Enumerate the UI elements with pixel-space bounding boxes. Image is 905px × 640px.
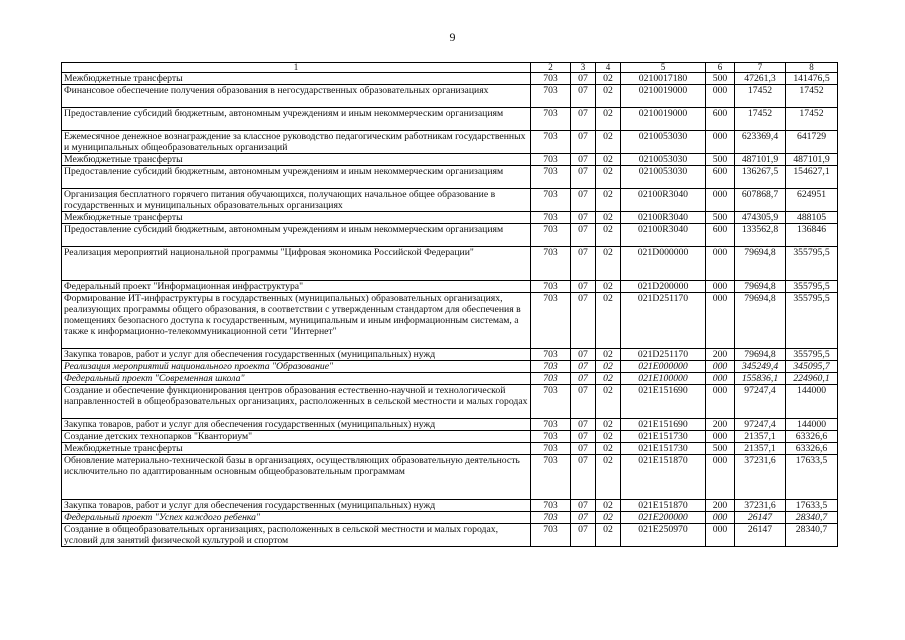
header-row [62,63,838,73]
row-name: Федеральный проект "Современная школа" [62,373,531,385]
row-amount-8: 144000 [786,419,838,431]
row-target-code: 021E151870 [621,455,706,500]
row-name: Предоставление субсидий бюджетным, автономным учреждениям и иным некоммерческим организациям [62,108,531,131]
table-row [62,524,838,547]
row-expense-type: 200 [706,349,735,361]
table-row [62,361,838,373]
table-body [62,63,838,547]
row-code-2: 703 [531,349,571,361]
row-expense-type: 000 [706,85,735,108]
row-code-4: 02 [596,431,621,443]
row-amount-7: 79694,8 [735,247,786,281]
row-amount-8: 355795,5 [786,281,838,293]
row-expense-type: 000 [706,247,735,281]
row-target-code: 02100R3040 [621,212,706,224]
row-code-4: 02 [596,349,621,361]
row-code-3: 07 [571,373,596,385]
row-expense-type: 500 [706,212,735,224]
row-target-code: 021D251170 [621,349,706,361]
table-row [62,512,838,524]
row-name: Федеральный проект "Информационная инфраструктура" [62,281,531,293]
row-name: Предоставление субсидий бюджетным, автономным учреждениям и иным некоммерческим организациям [62,224,531,247]
row-amount-7: 155836,1 [735,373,786,385]
row-expense-type: 000 [706,131,735,154]
table-row [62,385,838,419]
row-name: Реализация мероприятий национальной программы "Цифровая экономика Российской Федерации" [62,247,531,281]
row-code-2: 703 [531,166,571,189]
row-name: Ежемесячное денежное вознаграждение за классное руководство педагогическим работникам государственных и муниципальных общеобразовательных организаций [62,131,531,154]
row-amount-8: 224960,1 [786,373,838,385]
row-name: Закупка товаров, работ и услуг для обеспечения государственных (муниципальных) нужд [62,349,531,361]
row-amount-7: 607868,7 [735,189,786,212]
row-code-4: 02 [596,524,621,547]
row-target-code: 0210019000 [621,85,706,108]
row-target-code: 0210017180 [621,73,706,85]
table-row [62,212,838,224]
row-name: Реализация мероприятий национального проекта "Образование" [62,361,531,373]
row-code-2: 703 [531,131,571,154]
row-amount-7: 474305,9 [735,212,786,224]
row-target-code: 021E151690 [621,419,706,431]
row-amount-8: 487101,9 [786,154,838,166]
header-cell: 4 [596,63,621,73]
table-row [62,154,838,166]
row-amount-7: 345249,4 [735,361,786,373]
row-code-2: 703 [531,247,571,281]
row-code-3: 07 [571,349,596,361]
row-expense-type: 000 [706,512,735,524]
row-code-4: 02 [596,500,621,512]
row-expense-type: 500 [706,154,735,166]
row-code-3: 07 [571,154,596,166]
table-row [62,455,838,500]
row-code-4: 02 [596,73,621,85]
row-name: Межбюджетные трансферты [62,443,531,455]
row-code-2: 703 [531,293,571,349]
row-expense-type: 500 [706,73,735,85]
row-name: Межбюджетные трансферты [62,73,531,85]
header-cell: 7 [735,63,786,73]
row-code-4: 02 [596,131,621,154]
row-target-code: 021D251170 [621,293,706,349]
row-amount-8: 355795,5 [786,247,838,281]
row-code-3: 07 [571,524,596,547]
table-row [62,500,838,512]
row-target-code: 021D000000 [621,247,706,281]
row-amount-7: 37231,6 [735,500,786,512]
row-expense-type: 000 [706,373,735,385]
row-code-2: 703 [531,524,571,547]
row-amount-8: 355795,5 [786,293,838,349]
row-name: Закупка товаров, работ и услуг для обеспечения государственных (муниципальных) нужд [62,500,531,512]
row-amount-8: 63326,6 [786,431,838,443]
row-code-2: 703 [531,431,571,443]
row-code-2: 703 [531,455,571,500]
row-code-2: 703 [531,443,571,455]
row-code-3: 07 [571,431,596,443]
row-amount-8: 17452 [786,85,838,108]
row-amount-8: 141476,5 [786,73,838,85]
row-target-code: 0210053030 [621,131,706,154]
row-amount-8: 17633,5 [786,455,838,500]
table-row [62,349,838,361]
row-code-3: 07 [571,73,596,85]
row-amount-7: 79694,8 [735,349,786,361]
row-code-3: 07 [571,281,596,293]
table-row [62,431,838,443]
row-target-code: 0210053030 [621,166,706,189]
table-row [62,293,838,349]
row-amount-7: 21357,1 [735,443,786,455]
row-expense-type: 500 [706,443,735,455]
row-amount-8: 63326,6 [786,443,838,455]
row-expense-type: 600 [706,224,735,247]
row-amount-8: 488105 [786,212,838,224]
row-amount-7: 79694,8 [735,293,786,349]
row-code-4: 02 [596,166,621,189]
row-code-2: 703 [531,512,571,524]
row-expense-type: 000 [706,385,735,419]
row-name: Закупка товаров, работ и услуг для обеспечения государственных (муниципальных) нужд [62,419,531,431]
row-code-4: 02 [596,189,621,212]
row-amount-8: 136846 [786,224,838,247]
row-code-4: 02 [596,212,621,224]
row-target-code: 021E250970 [621,524,706,547]
row-target-code: 0210053030 [621,154,706,166]
row-code-3: 07 [571,361,596,373]
row-expense-type: 600 [706,108,735,131]
row-expense-type: 000 [706,431,735,443]
row-expense-type: 200 [706,419,735,431]
row-amount-8: 624951 [786,189,838,212]
row-expense-type: 000 [706,293,735,349]
row-amount-8: 345095,7 [786,361,838,373]
row-target-code: 021E000000 [621,361,706,373]
row-code-4: 02 [596,154,621,166]
row-code-2: 703 [531,73,571,85]
row-amount-7: 26147 [735,524,786,547]
row-code-2: 703 [531,419,571,431]
row-amount-7: 97247,4 [735,419,786,431]
row-code-2: 703 [531,281,571,293]
row-name: Финансовое обеспечение получения образования в негосударственных образовательных организациях [62,85,531,108]
row-target-code: 02100R3040 [621,189,706,212]
row-amount-7: 623369,4 [735,131,786,154]
row-target-code: 0210019000 [621,108,706,131]
header-cell: 1 [62,63,531,73]
table-row [62,73,838,85]
table-row [62,85,838,108]
row-amount-8: 144000 [786,385,838,419]
row-amount-7: 136267,5 [735,166,786,189]
row-code-3: 07 [571,500,596,512]
table-row [62,224,838,247]
row-name: Межбюджетные трансферты [62,212,531,224]
row-amount-8: 17452 [786,108,838,131]
row-amount-8: 17633,5 [786,500,838,512]
row-name: Создание детских технопарков "Кванториум" [62,431,531,443]
header-cell: 6 [706,63,735,73]
row-code-3: 07 [571,131,596,154]
row-code-2: 703 [531,373,571,385]
row-code-2: 703 [531,189,571,212]
row-code-4: 02 [596,281,621,293]
row-name: Межбюджетные трансферты [62,154,531,166]
row-amount-8: 28340,7 [786,512,838,524]
row-target-code: 021D200000 [621,281,706,293]
header-cell: 5 [621,63,706,73]
row-name: Федеральный проект "Успех каждого ребенка" [62,512,531,524]
row-code-4: 02 [596,361,621,373]
row-amount-7: 97247,4 [735,385,786,419]
row-code-2: 703 [531,212,571,224]
row-expense-type: 000 [706,524,735,547]
row-code-3: 07 [571,85,596,108]
row-target-code: 021E151690 [621,385,706,419]
row-expense-type: 000 [706,361,735,373]
row-code-4: 02 [596,247,621,281]
row-target-code: 021E100000 [621,373,706,385]
header-cell: 8 [786,63,838,73]
row-amount-7: 37231,6 [735,455,786,500]
row-target-code: 021E151730 [621,443,706,455]
row-amount-7: 17452 [735,85,786,108]
row-name: Создание в общеобразовательных организациях, расположенных в сельской местности и малых городах, условий для занятий физической культурой и спортом [62,524,531,547]
table-row [62,373,838,385]
row-target-code: 021E200000 [621,512,706,524]
row-code-4: 02 [596,293,621,349]
row-code-3: 07 [571,385,596,419]
row-code-4: 02 [596,512,621,524]
table-row [62,108,838,131]
budget-table [61,62,838,547]
row-amount-7: 79694,8 [735,281,786,293]
row-code-2: 703 [531,108,571,131]
row-name: Организация бесплатного горячего питания обучающихся, получающих начальное общее образование в государственных и муниципальных образовательных организациях [62,189,531,212]
table-row [62,189,838,212]
row-expense-type: 000 [706,281,735,293]
row-code-4: 02 [596,455,621,500]
row-amount-8: 154627,1 [786,166,838,189]
row-target-code: 021E151730 [621,431,706,443]
header-cell: 3 [571,63,596,73]
row-code-2: 703 [531,154,571,166]
table-row [62,419,838,431]
row-name: Обновление материально-технической базы в организациях, осуществляющих образовательную деятельность исключительно по адаптированным основным общеобразовательным программам [62,455,531,500]
row-target-code: 021E151870 [621,500,706,512]
row-amount-8: 641729 [786,131,838,154]
row-name: Формирование ИТ-инфраструктуры в государственных (муниципальных) образовательных организациях, реализующих программы общего образования, в соответствии с утвержденным стандартом для обеспечения в помещениях безопасного доступа к государственным, муниципальным и иным информационным системам, а также к информационно-телекоммуникационной сети "Интернет" [62,293,531,349]
row-code-4: 02 [596,108,621,131]
row-code-3: 07 [571,512,596,524]
row-amount-7: 21357,1 [735,431,786,443]
row-code-3: 07 [571,293,596,349]
row-code-2: 703 [531,361,571,373]
row-code-3: 07 [571,419,596,431]
row-code-2: 703 [531,85,571,108]
header-cell: 2 [531,63,571,73]
row-code-3: 07 [571,189,596,212]
row-amount-8: 28340,7 [786,524,838,547]
row-code-4: 02 [596,373,621,385]
table-row [62,247,838,281]
row-code-4: 02 [596,443,621,455]
row-code-3: 07 [571,108,596,131]
row-code-3: 07 [571,455,596,500]
row-code-3: 07 [571,224,596,247]
table-row [62,166,838,189]
row-expense-type: 600 [706,166,735,189]
row-amount-7: 487101,9 [735,154,786,166]
row-amount-8: 355795,5 [786,349,838,361]
row-code-2: 703 [531,224,571,247]
row-name: Предоставление субсидий бюджетным, автономным учреждениям и иным некоммерческим организациям [62,166,531,189]
row-expense-type: 000 [706,189,735,212]
row-amount-7: 133562,8 [735,224,786,247]
page-number: 9 [449,30,456,44]
row-amount-7: 47261,3 [735,73,786,85]
row-code-2: 703 [531,385,571,419]
row-code-4: 02 [596,385,621,419]
row-code-3: 07 [571,443,596,455]
row-code-4: 02 [596,419,621,431]
row-code-3: 07 [571,212,596,224]
row-code-3: 07 [571,166,596,189]
row-expense-type: 000 [706,455,735,500]
table-row [62,131,838,154]
table-row [62,281,838,293]
row-amount-7: 17452 [735,108,786,131]
row-code-4: 02 [596,85,621,108]
row-code-4: 02 [596,224,621,247]
row-amount-7: 26147 [735,512,786,524]
row-expense-type: 200 [706,500,735,512]
row-code-2: 703 [531,500,571,512]
row-target-code: 02100R3040 [621,224,706,247]
table-row [62,443,838,455]
row-name: Создание и обеспечение функционирования центров образования естественно-научной и технологической направленностей в общеобразовательных организациях, расположенных в сельской местности и малых городах [62,385,531,419]
row-code-3: 07 [571,247,596,281]
